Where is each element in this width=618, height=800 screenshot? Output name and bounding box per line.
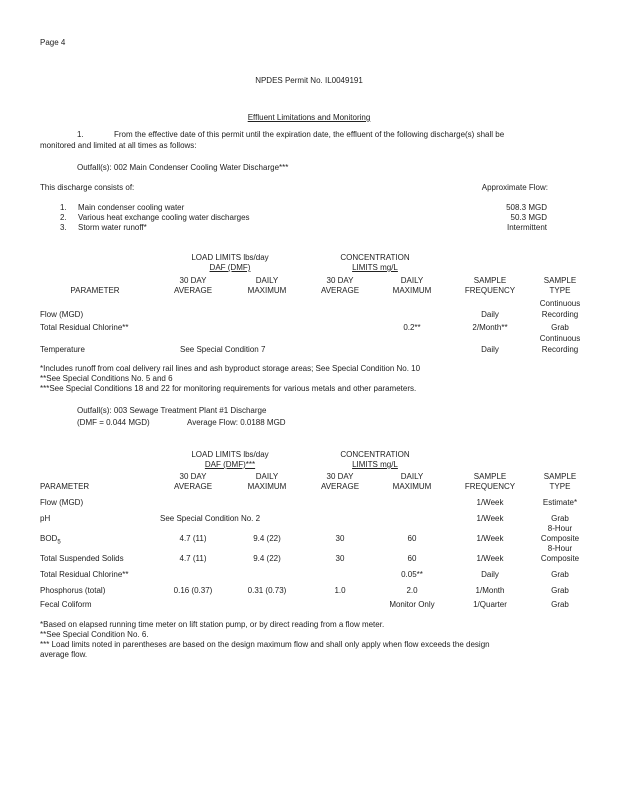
table-cell-span: See Special Condition No. 2 — [160, 514, 261, 523]
col-header: SAMPLE — [543, 276, 577, 285]
table-cell-frequency: 1/Week — [476, 554, 504, 563]
table-cell-load-avg: 4.7 (11) — [179, 554, 207, 563]
bod-label: BOD — [40, 534, 58, 543]
table-cell-load-max: 9.4 (22) — [253, 534, 281, 543]
permit-number: NPDES Permit No. IL0049191 — [255, 76, 363, 85]
table-cell-parameter: pH — [40, 514, 51, 523]
table-cell-conc-avg: 30 — [335, 534, 345, 543]
list-item: Storm water runoff* — [78, 223, 147, 232]
table-cell-frequency: Daily — [481, 310, 499, 319]
consists-label: This discharge consists of: — [40, 183, 135, 192]
table-cell-conc-max: 60 — [407, 534, 417, 543]
load-daf-header: DAF (DMF)*** — [204, 460, 256, 469]
col-header: SAMPLE — [473, 472, 507, 481]
concentration-header: CONCENTRATION — [340, 450, 410, 459]
table-cell-conc-max: 2.0 — [406, 586, 418, 595]
table-cell-frequency: 2/Month** — [472, 323, 508, 332]
table-cell-conc-max: 0.2** — [403, 323, 421, 332]
table-cell-conc-max: 0.05** — [401, 570, 423, 579]
bod-subscript: 5 — [57, 539, 61, 546]
load-limits-header: LOAD LIMITS lbs/day — [191, 450, 269, 459]
parameter-header: PARAMETER — [40, 482, 90, 491]
footnote: *** Load limits noted in parentheses are based on the design maximum flow and shall only apply when flow exceeds the design — [40, 640, 490, 649]
table-cell-type: Grab — [551, 514, 569, 523]
table-cell-parameter: Phosphorus (total) — [40, 586, 106, 595]
conc-limits-header: LIMITS mg/L — [352, 263, 398, 272]
table-cell-frequency: Daily — [481, 570, 499, 579]
table-cell-type: Recording — [541, 345, 579, 354]
load-daf-header: DAF (DMF) — [209, 263, 251, 272]
table-cell-parameter: Total Residual Chlorine** — [40, 570, 129, 579]
col-header: DAILY — [255, 472, 279, 481]
col-header: DAILY — [400, 276, 424, 285]
col-header: TYPE — [549, 286, 571, 295]
col-header: AVERAGE — [173, 482, 213, 491]
intro-line-1: From the effective date of this permit until the expiration date, the effluent of the following discharge(s) shall be — [114, 130, 505, 139]
intro-number: 1. — [77, 130, 84, 139]
intro-line-2: monitored and limited at all times as follows: — [40, 141, 197, 150]
table-cell-conc-max: Monitor Only — [389, 600, 435, 609]
table-cell-frequency: Daily — [481, 345, 499, 354]
table-cell-type: Recording — [541, 310, 579, 319]
col-header: TYPE — [549, 482, 571, 491]
footnote: **See Special Conditions No. 5 and 6 — [40, 374, 173, 383]
table-cell-type: Continuous — [539, 299, 581, 308]
table-cell-conc-avg: 1.0 — [334, 586, 346, 595]
col-header: MAXIMUM — [247, 286, 287, 295]
col-header: MAXIMUM — [392, 482, 432, 491]
table-cell-frequency: 1/Week — [476, 534, 504, 543]
table-cell-parameter: Total Residual Chlorine** — [40, 323, 129, 332]
table-cell-frequency: 1/Week — [476, 498, 504, 507]
list-item-number: 1. — [60, 203, 67, 212]
approx-flow-label: Approximate Flow: — [481, 183, 548, 192]
col-header: AVERAGE — [320, 286, 360, 295]
outfall-002-title: Outfall(s): 002 Main Condenser Cooling Water Discharge*** — [77, 163, 289, 172]
table-cell-type: Continuous — [539, 334, 581, 343]
table-cell-frequency: 1/Month — [475, 586, 505, 595]
concentration-header: CONCENTRATION — [340, 253, 410, 262]
table-cell-load-avg: 4.7 (11) — [179, 534, 207, 543]
table-cell-frequency: 1/Week — [476, 514, 504, 523]
col-header: MAXIMUM — [392, 286, 432, 295]
dmf-value: (DMF = 0.044 MGD) — [77, 418, 150, 427]
table-cell-parameter: Flow (MGD) — [40, 498, 84, 507]
conc-limits-header: LIMITS mg/L — [352, 460, 398, 469]
col-header: 30 DAY — [326, 472, 354, 481]
table-cell-parameter: Fecal Coliform — [40, 600, 92, 609]
table-cell-parameter — [40, 534, 61, 546]
footnote: **See Special Condition No. 6. — [40, 630, 149, 639]
table-cell-type: Grab — [551, 570, 569, 579]
list-item: Main condenser cooling water — [78, 203, 185, 212]
col-header: DAILY — [255, 276, 279, 285]
table-cell-type: Estimate* — [542, 498, 578, 507]
footnote: *Based on elapsed running time meter on lift station pump, or by direct reading from a flow meter. — [40, 620, 385, 629]
footnote: *Includes runoff from coal delivery rail lines and ash byproduct storage areas; See Special Condition No. 10 — [40, 364, 421, 373]
table-cell-parameter: Total Suspended Solids — [40, 554, 124, 563]
footnote: ***See Special Conditions 18 and 22 for monitoring requirements for various metals and other parameters. — [40, 384, 417, 393]
col-header: AVERAGE — [320, 482, 360, 491]
list-item-flow: Intermittent — [506, 223, 547, 232]
table-cell-load-max: 9.4 (22) — [253, 554, 281, 563]
list-item-flow: 50.3 MGD — [510, 213, 547, 222]
col-header: 30 DAY — [179, 276, 207, 285]
table-cell-type: Grab — [551, 600, 569, 609]
col-header: AVERAGE — [173, 286, 213, 295]
col-header: FREQUENCY — [464, 482, 516, 491]
list-item-number: 3. — [60, 223, 67, 232]
table-cell-type: Composite — [540, 554, 580, 563]
table-cell-type: Grab — [551, 586, 569, 595]
table-cell-type: Composite — [540, 534, 580, 543]
footnote: average flow. — [40, 650, 88, 659]
table-cell-type: 8-Hour — [547, 524, 573, 533]
table-cell-parameter: Temperature — [40, 345, 85, 354]
average-flow: Average Flow: 0.0188 MGD — [187, 418, 286, 427]
col-header: FREQUENCY — [464, 286, 516, 295]
table-cell-parameter: Flow (MGD) — [40, 310, 84, 319]
parameter-header: PARAMETER — [70, 286, 120, 295]
col-header: SAMPLE — [473, 276, 507, 285]
col-header: SAMPLE — [543, 472, 577, 481]
col-header: MAXIMUM — [247, 482, 287, 491]
page-label: Page 4 — [40, 38, 66, 47]
table-cell-load-avg: 0.16 (0.37) — [173, 586, 213, 595]
table-cell-conc-max: 60 — [407, 554, 417, 563]
list-item-flow: 508.3 MGD — [506, 203, 547, 212]
table-cell-load-max: 0.31 (0.73) — [247, 586, 287, 595]
table-cell-span: See Special Condition 7 — [180, 345, 266, 354]
col-header: DAILY — [400, 472, 424, 481]
table-cell-frequency: 1/Quarter — [473, 600, 507, 609]
table-cell-conc-avg: 30 — [335, 554, 345, 563]
list-item: Various heat exchange cooling water discharges — [78, 213, 250, 222]
section-title: Effluent Limitations and Monitoring — [247, 113, 371, 122]
table-cell-type: Grab — [551, 323, 569, 332]
col-header: 30 DAY — [179, 472, 207, 481]
col-header: 30 DAY — [326, 276, 354, 285]
outfall-003-title: Outfall(s): 003 Sewage Treatment Plant #1 Discharge — [77, 406, 267, 415]
load-limits-header: LOAD LIMITS lbs/day — [191, 253, 269, 262]
table-cell-type: 8-Hour — [547, 544, 573, 553]
list-item-number: 2. — [60, 213, 67, 222]
